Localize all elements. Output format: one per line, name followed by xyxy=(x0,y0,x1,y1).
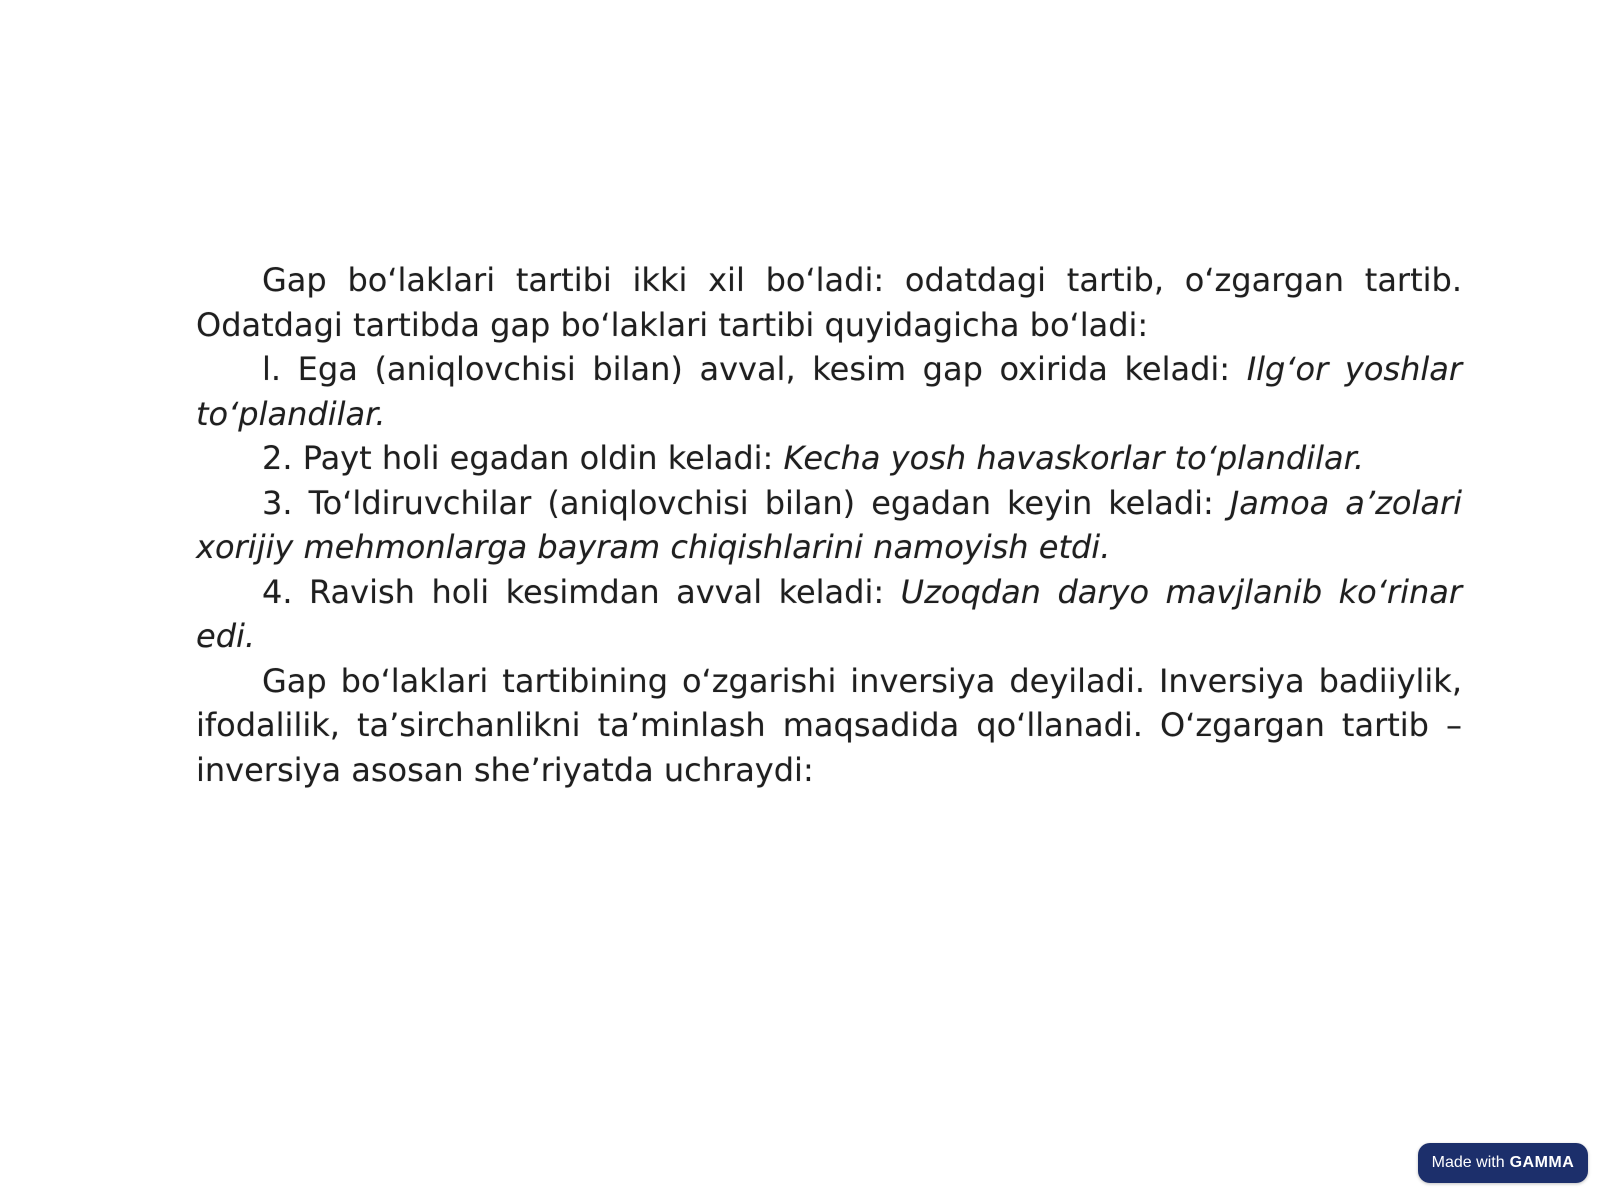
example-sentence: Ilgʻor yoshlar toʻplandilar. xyxy=(196,350,1463,433)
list-item-2 xyxy=(196,436,1462,481)
list-item-1 xyxy=(196,347,1462,436)
paragraph-text: Gap boʻlaklari tartibining oʻzgarishi inversiya deyiladi. Inversiya badiiylik, ifodalilik, ta’sirchanlikni ta’minlash maqsadida qoʻllanadi. Oʻzgargan tartib – inversiya asosan she’riyatda uchraydi: xyxy=(196,661,1462,789)
example-sentence: Jamoa a’zolari xorijiy mehmonlarga bayram chiqishlarini namoyish etdi. xyxy=(196,483,1463,566)
paragraph-text: Gap boʻlaklari tartibi ikki xil boʻladi: odatdagi tartib, oʻzgargan tartib. Odatdagi tartibda gap boʻlaklari tartibi quyidagicha boʻladi: xyxy=(196,261,1462,344)
paragraph-inversion xyxy=(196,659,1462,793)
example-sentence: Kecha yosh havaskorlar toʻplandilar. xyxy=(783,439,1364,477)
list-item-text: 2. Payt holi egadan oldin keladi: xyxy=(262,439,784,477)
paragraph-intro xyxy=(196,258,1462,347)
list-item-3 xyxy=(196,481,1462,570)
list-item-text: l. Ega (aniqlovchisi bilan) avval, kesim gap oxirida keladi: xyxy=(262,350,1247,388)
made-with-gamma-badge[interactable] xyxy=(1418,1143,1588,1183)
gamma-logo-text: GAMMA xyxy=(1509,1154,1575,1171)
list-item-text: 4. Ravish holi kesimdan avval keladi: xyxy=(262,572,901,611)
list-item-4 xyxy=(196,570,1462,659)
example-sentence: Uzoqdan daryo mavjlanib koʻrinar edi. xyxy=(196,572,1463,655)
badge-prefix: Made with xyxy=(1431,1154,1505,1171)
document-body xyxy=(196,258,1462,792)
list-item-text: 3. Toʻldiruvchilar (aniqlovchisi bilan) egadan keyin keladi: xyxy=(262,483,1230,522)
